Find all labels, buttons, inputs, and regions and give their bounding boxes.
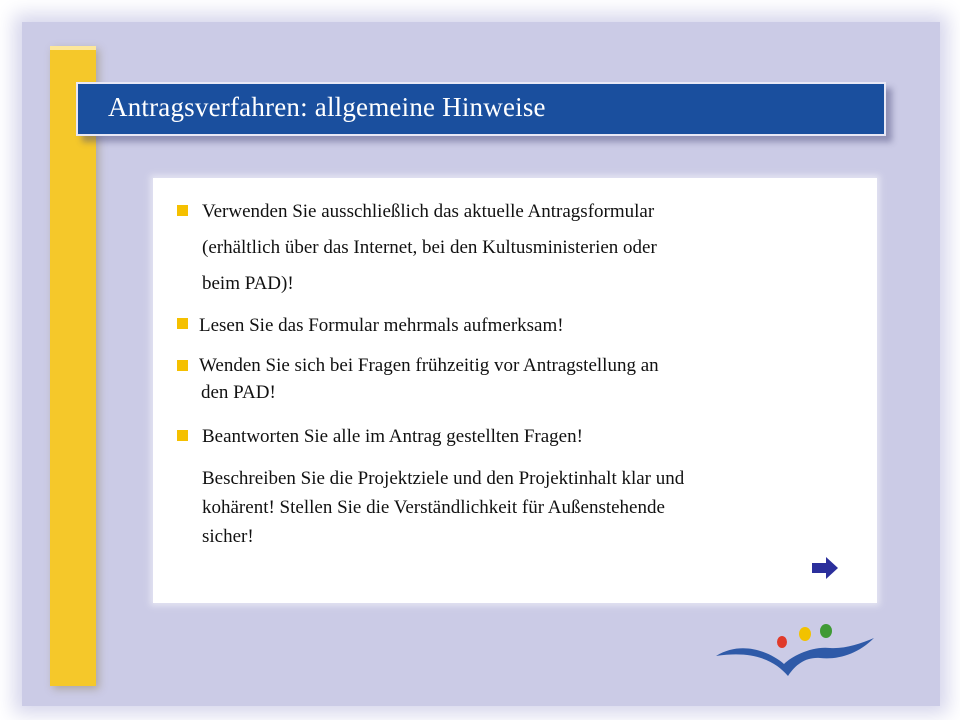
bullet-text-1-line-2: (erhältlich über das Internet, bei den Kultusministerien oder <box>202 237 657 258</box>
bullet-icon <box>177 430 188 441</box>
bullet-text-4-line-1: Beantworten Sie alle im Antrag gestellten Fragen! <box>202 426 583 447</box>
sidebar-accent-bar <box>50 46 96 686</box>
bullet-icon <box>177 318 188 329</box>
slide-title: Antragsverfahren: allgemeine Hinweise <box>108 92 546 122</box>
bullet-icon <box>177 360 188 371</box>
program-logo-icon <box>712 620 877 680</box>
description-paragraph <box>202 464 684 551</box>
bullet-text-2-line-1: Lesen Sie das Formular mehrmals aufmerksam! <box>199 315 564 336</box>
bullet-text-1 <box>202 194 657 302</box>
bullet-text-2 <box>199 308 564 344</box>
description-line-1: Beschreiben Sie die Projektziele und den Projektinhalt klar und <box>202 468 685 489</box>
right-arrow-icon[interactable] <box>812 557 838 579</box>
bullet-text-4 <box>202 419 583 455</box>
description-line-3: sicher! <box>202 526 254 547</box>
description-line-2: kohärent! Stellen Sie die Verständlichkeit für Außenstehende <box>202 497 665 518</box>
title-bar <box>76 82 886 136</box>
bullet-text-1-line-1: Verwenden Sie ausschließlich das aktuelle Antragsformular <box>202 201 655 222</box>
bullet-icon <box>177 205 188 216</box>
bullet-text-1-line-3: beim PAD)! <box>202 273 294 294</box>
bullet-text-3-line-1: Wenden Sie sich bei Fragen frühzeitig vor Antragstellung an <box>199 355 659 376</box>
bullet-text-3 <box>199 352 659 406</box>
bullet-text-3-line-2: den PAD! <box>201 382 276 403</box>
